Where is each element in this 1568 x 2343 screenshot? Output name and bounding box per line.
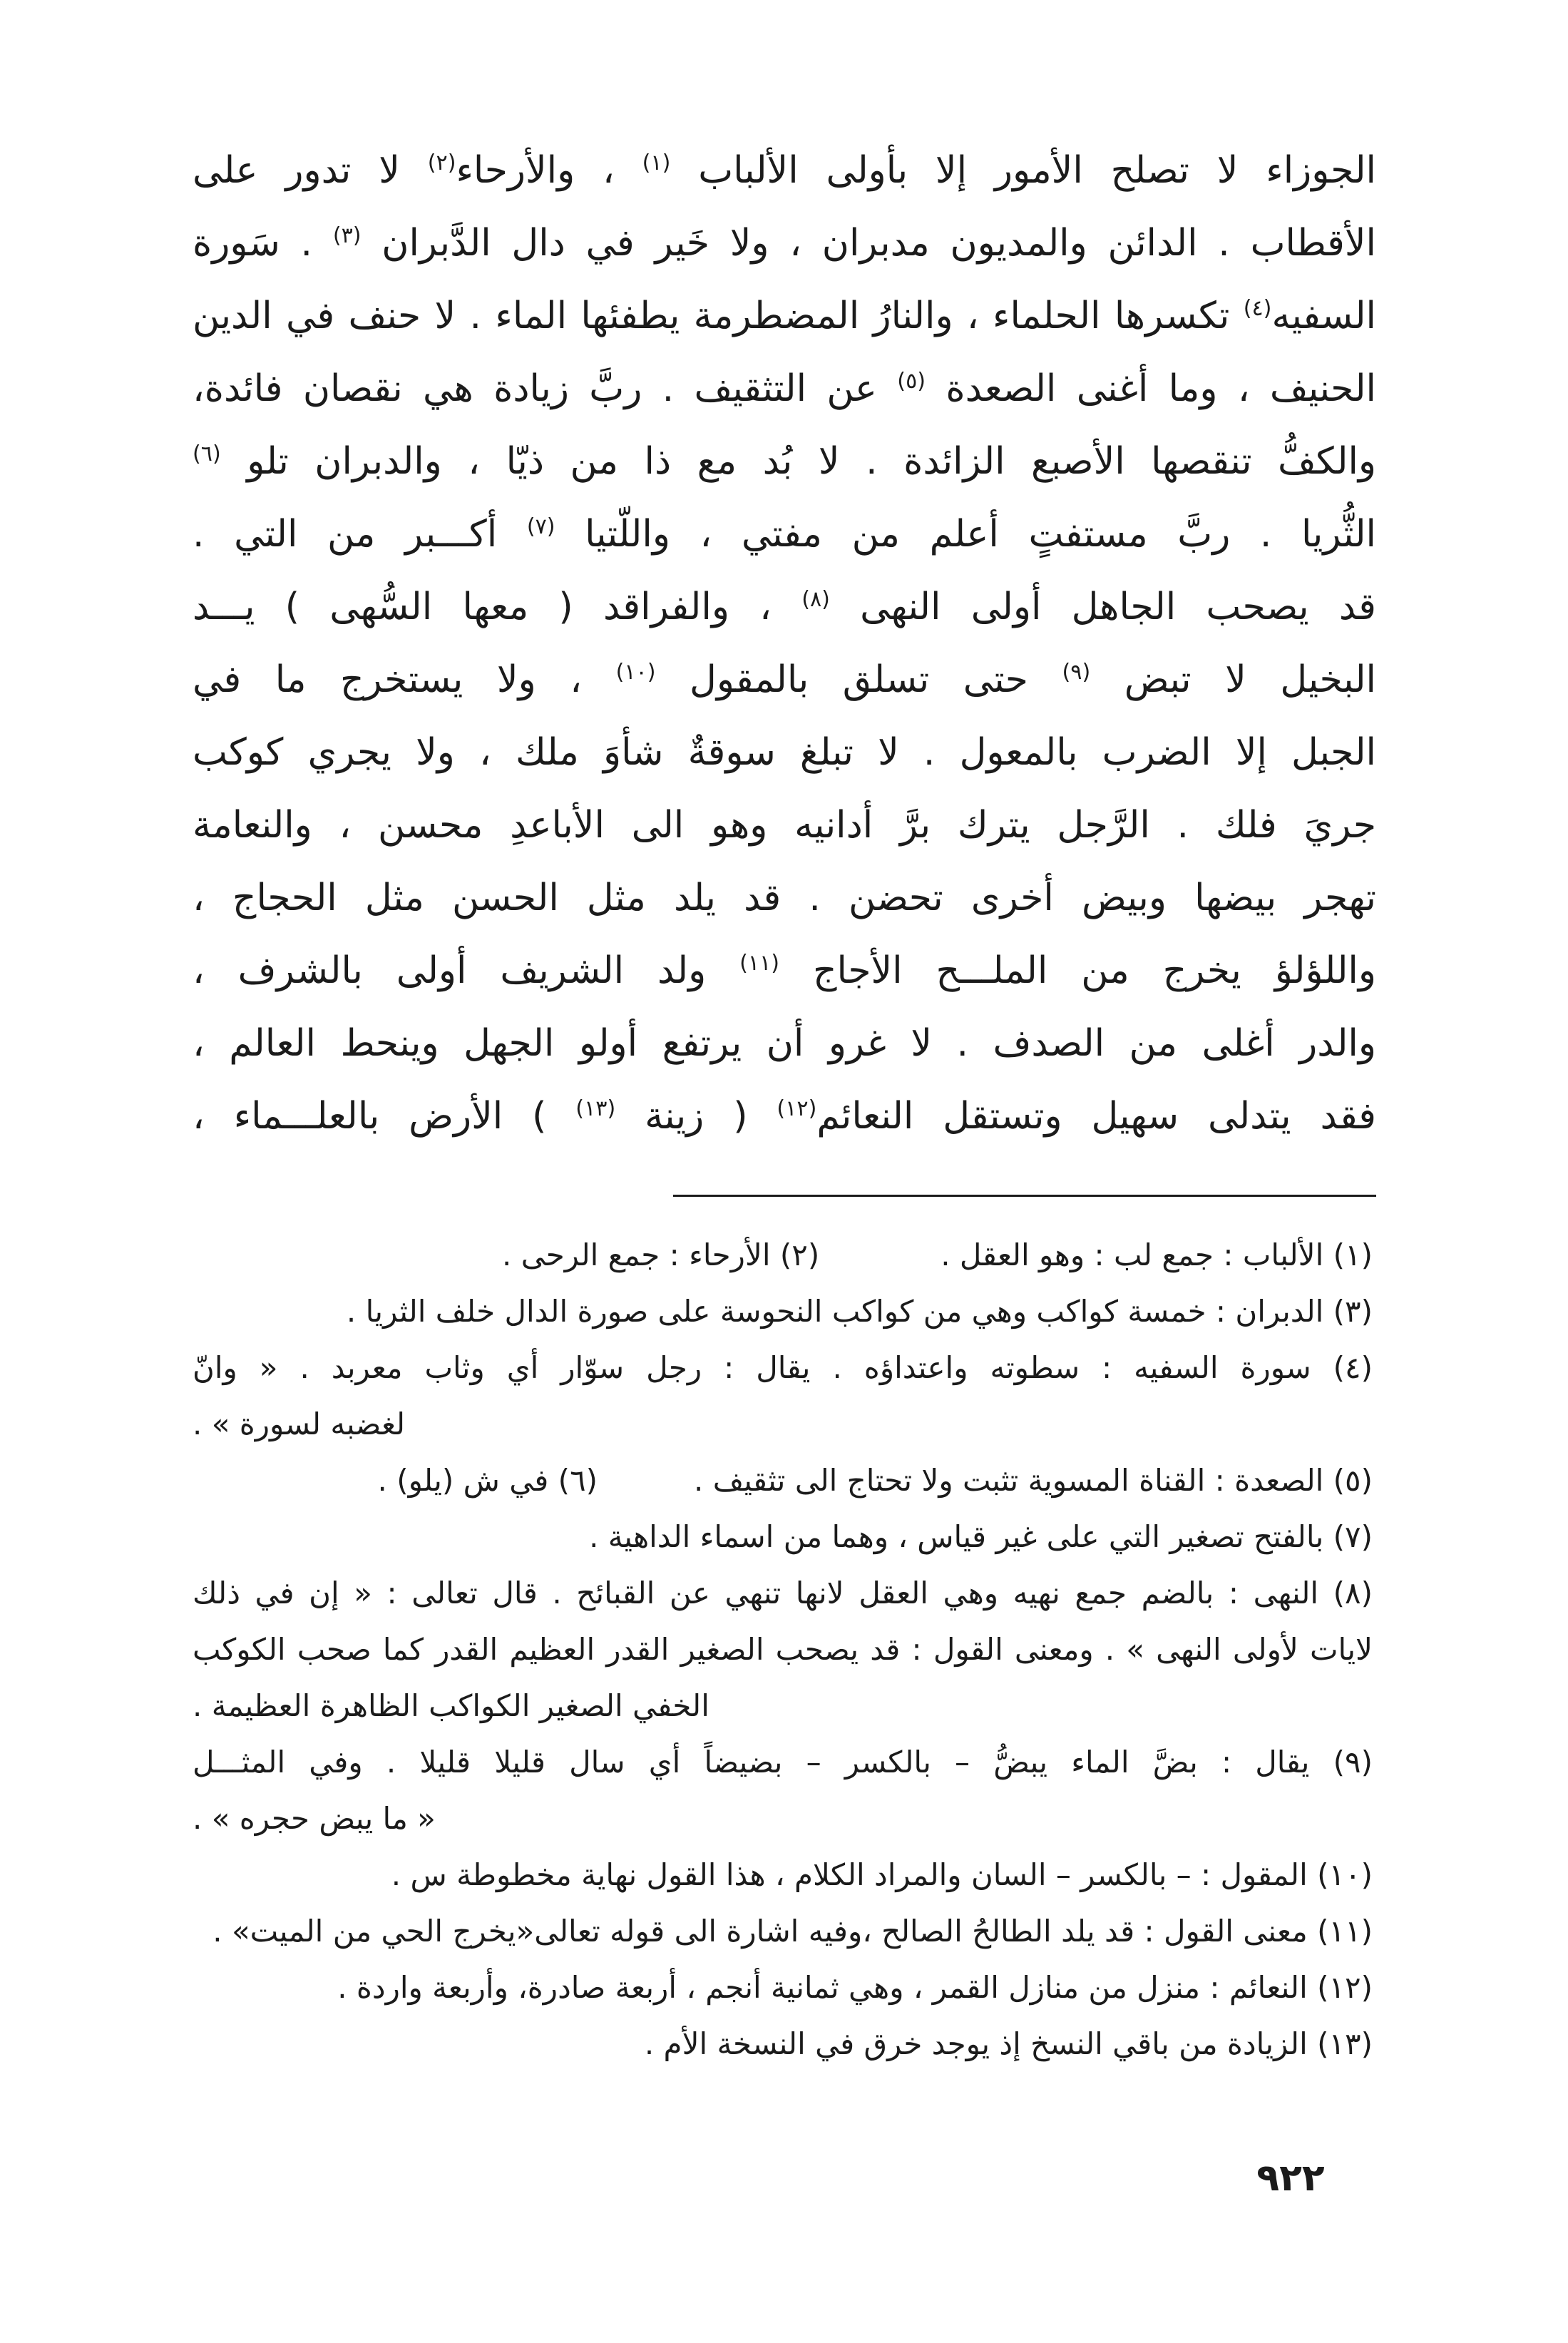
footnote-marker: (١٣) [575,1096,616,1121]
footnote-line: (١٣) الزيادة من باقي النسخ إذ يوجد خرق في النسخة الأم . [644,2026,1373,2061]
body-text: قد يصحب الجاهل أولى النهى [829,586,1376,628]
body-text: الجوزاء لا تصلح الأمور إلا بأولى الألباب [670,149,1376,192]
body-text: الأقطاب . الدائن والمديون مدبران ، ولا خَير في دال الدَّبران [361,222,1376,265]
body-text: ولد الشريف أولى بالشرف ، [193,949,740,992]
body-line [193,207,1376,280]
body-text: . سَورة [193,222,333,265]
footnote-line: (١٢) النعائم : منزل من منازل القمر ، وهي ثمانية أنجم ، أربعة صادرة، وأربعة واردة . [337,1970,1373,2005]
body-text: عن التثقيف . ربَّ زيادة هي نقصان فائدة، [193,367,898,410]
footnote-marker: (١٠) [615,659,656,685]
body-text: ( زينة [615,1095,777,1138]
body-text: تكسرها الحلماء ، والنارُ المضطرمة يطفئها الماء . لا حنف في الدين [193,295,1244,337]
footnote: (٦) في ش (يلو) . [377,1463,598,1498]
body-line [193,498,1376,571]
body-text: البخيل لا تبض [1090,658,1376,701]
footnote-marker: (٦) [193,441,221,466]
body-line [193,934,1376,1007]
body-text: والدر أغلى من الصدف . لا غرو أن يرتفع أولو الجهل وينحط العالم ، [193,1022,1376,1065]
body-line [193,1007,1376,1080]
footnote-marker: (٢) [427,150,456,175]
footnote: (١) الألباب : جمع لب : وهو العقل . [941,1237,1373,1272]
body-text: والكفُّ تنقصها الأصبع الزائدة . لا بُد مع ذا من ذيّا ، والدبران تلو [220,440,1376,483]
body-text: أكـــبر من التي . [193,513,527,556]
body-text: حتى تسلق بالمقول [655,658,1062,701]
footnote-marker: (٥) [897,368,926,394]
body-text: ) الأرض بالعلـــماء ، [193,1095,576,1138]
footnote-line: (٣) الدبران : خمسة كواكب وهي من كواكب النحوسة على صورة الدال خلف الثريا . [346,1294,1373,1329]
footnote-marker: (١١) [739,950,780,976]
body-text: فقد يتدلى سهيل وتستقل النعائم [816,1095,1376,1138]
body-line [193,789,1376,862]
footnote-line: « ما يبض حجره » . [193,1801,436,1836]
footnote-marker: (١٢) [777,1096,817,1121]
main-text [193,134,1376,1153]
body-line [193,571,1376,643]
body-text: الحنيف ، وما أغنى الصعدة [926,367,1376,410]
body-line [193,352,1376,425]
body-line [193,1080,1376,1153]
footnote-line: (٤) سورة السفيه : سطوته واعتداؤه . يقال : رجل سوّار أي وثاب معربد . « وانّ [193,1350,1373,1385]
footnote-line: لغضبه لسورة » . [193,1407,406,1441]
footnote-marker: (١) [642,150,671,175]
footnote-marker: (٨) [801,586,830,612]
body-line [193,643,1376,716]
body-text: ، ولا يستخرج ما في [193,658,616,701]
body-text: الثُّريا . ربَّ مستفتٍ أعلم من مفتي ، واللّتيا [555,513,1376,556]
footnote-marker: (٣) [332,223,362,248]
footnotes [193,1227,1373,2072]
body-line [193,716,1376,789]
footnote-line: (١٠) المقول : – بالكسر – السان والمراد الكلام ، هذا القول نهاية مخطوطة س . [391,1857,1373,1892]
body-line [193,425,1376,498]
body-text: تهجر بيضها وبيض أخرى تحضن . قد يلد مثل الحسن مثل الحجاج ، [193,877,1376,919]
footnote-line: (٩) يقال : بضَّ الماء يبضُّ – بالكسر – بضيضاً أي سال قليلا قليلا . وفي المثـــل [193,1745,1373,1780]
footnote-line [193,1452,1373,1509]
body-text: واللؤلؤ يخرج من الملـــح الأجاج [779,949,1376,992]
footnote-marker: (٧) [526,514,555,539]
body-text: لا تدور على [193,149,428,192]
footnote: (٢) الأرحاء : جمع الرحى . [502,1237,820,1272]
body-text: جريَ فلك . الرَّجل يترك برَّ أدانيه وهو الى الأباعدِ محسن ، والنعامة [193,804,1376,847]
footnote-marker: (٤) [1243,295,1272,321]
footnote-line: (١١) معنى القول : قد يلد الطالحُ الصالح ،وفيه اشارة الى قوله تعالى«يخرج الحي من الميت» . [212,1914,1373,1949]
footnote-line [193,1227,1373,1283]
body-line [193,280,1376,352]
footnote-line: (٧) بالفتح تصغير التي على غير قياس ، وهما من اسماء الداهية . [589,1519,1373,1554]
body-text: ، والأرحاء [456,149,642,192]
body-text: السفيه [1271,295,1376,337]
footnote-separator [673,1195,1376,1197]
body-text: الجبل إلا الضرب بالمعول . لا تبلغ سوقةٌ شأوَ ملك ، ولا يجري كوكب [193,731,1376,774]
footnote-marker: (٩) [1062,659,1091,685]
footnote: (٥) الصعدة : القناة المسوية تثبت ولا تحتاج الى تثقيف . [694,1463,1373,1498]
footnote-line: لايات لأولى النهى » . ومعنى القول : قد يصحب الصغير القدر العظيم القدر كما صحب الكوكب [193,1632,1373,1667]
page-number: ٩٢٢ [1256,2157,1325,2200]
body-line [193,134,1376,207]
body-line [193,862,1376,934]
footnote-line: (٨) النهى : بالضم جمع نهيه وهي العقل لانها تنهي عن القبائح . قال تعالى : « إن في ذلك [193,1576,1373,1611]
body-text: ، والفراقد ( معها السُّهى ) يـــد [193,586,802,628]
footnote-line: الخفي الصغير الكواكب الظاهرة العظيمة . [193,1688,709,1723]
